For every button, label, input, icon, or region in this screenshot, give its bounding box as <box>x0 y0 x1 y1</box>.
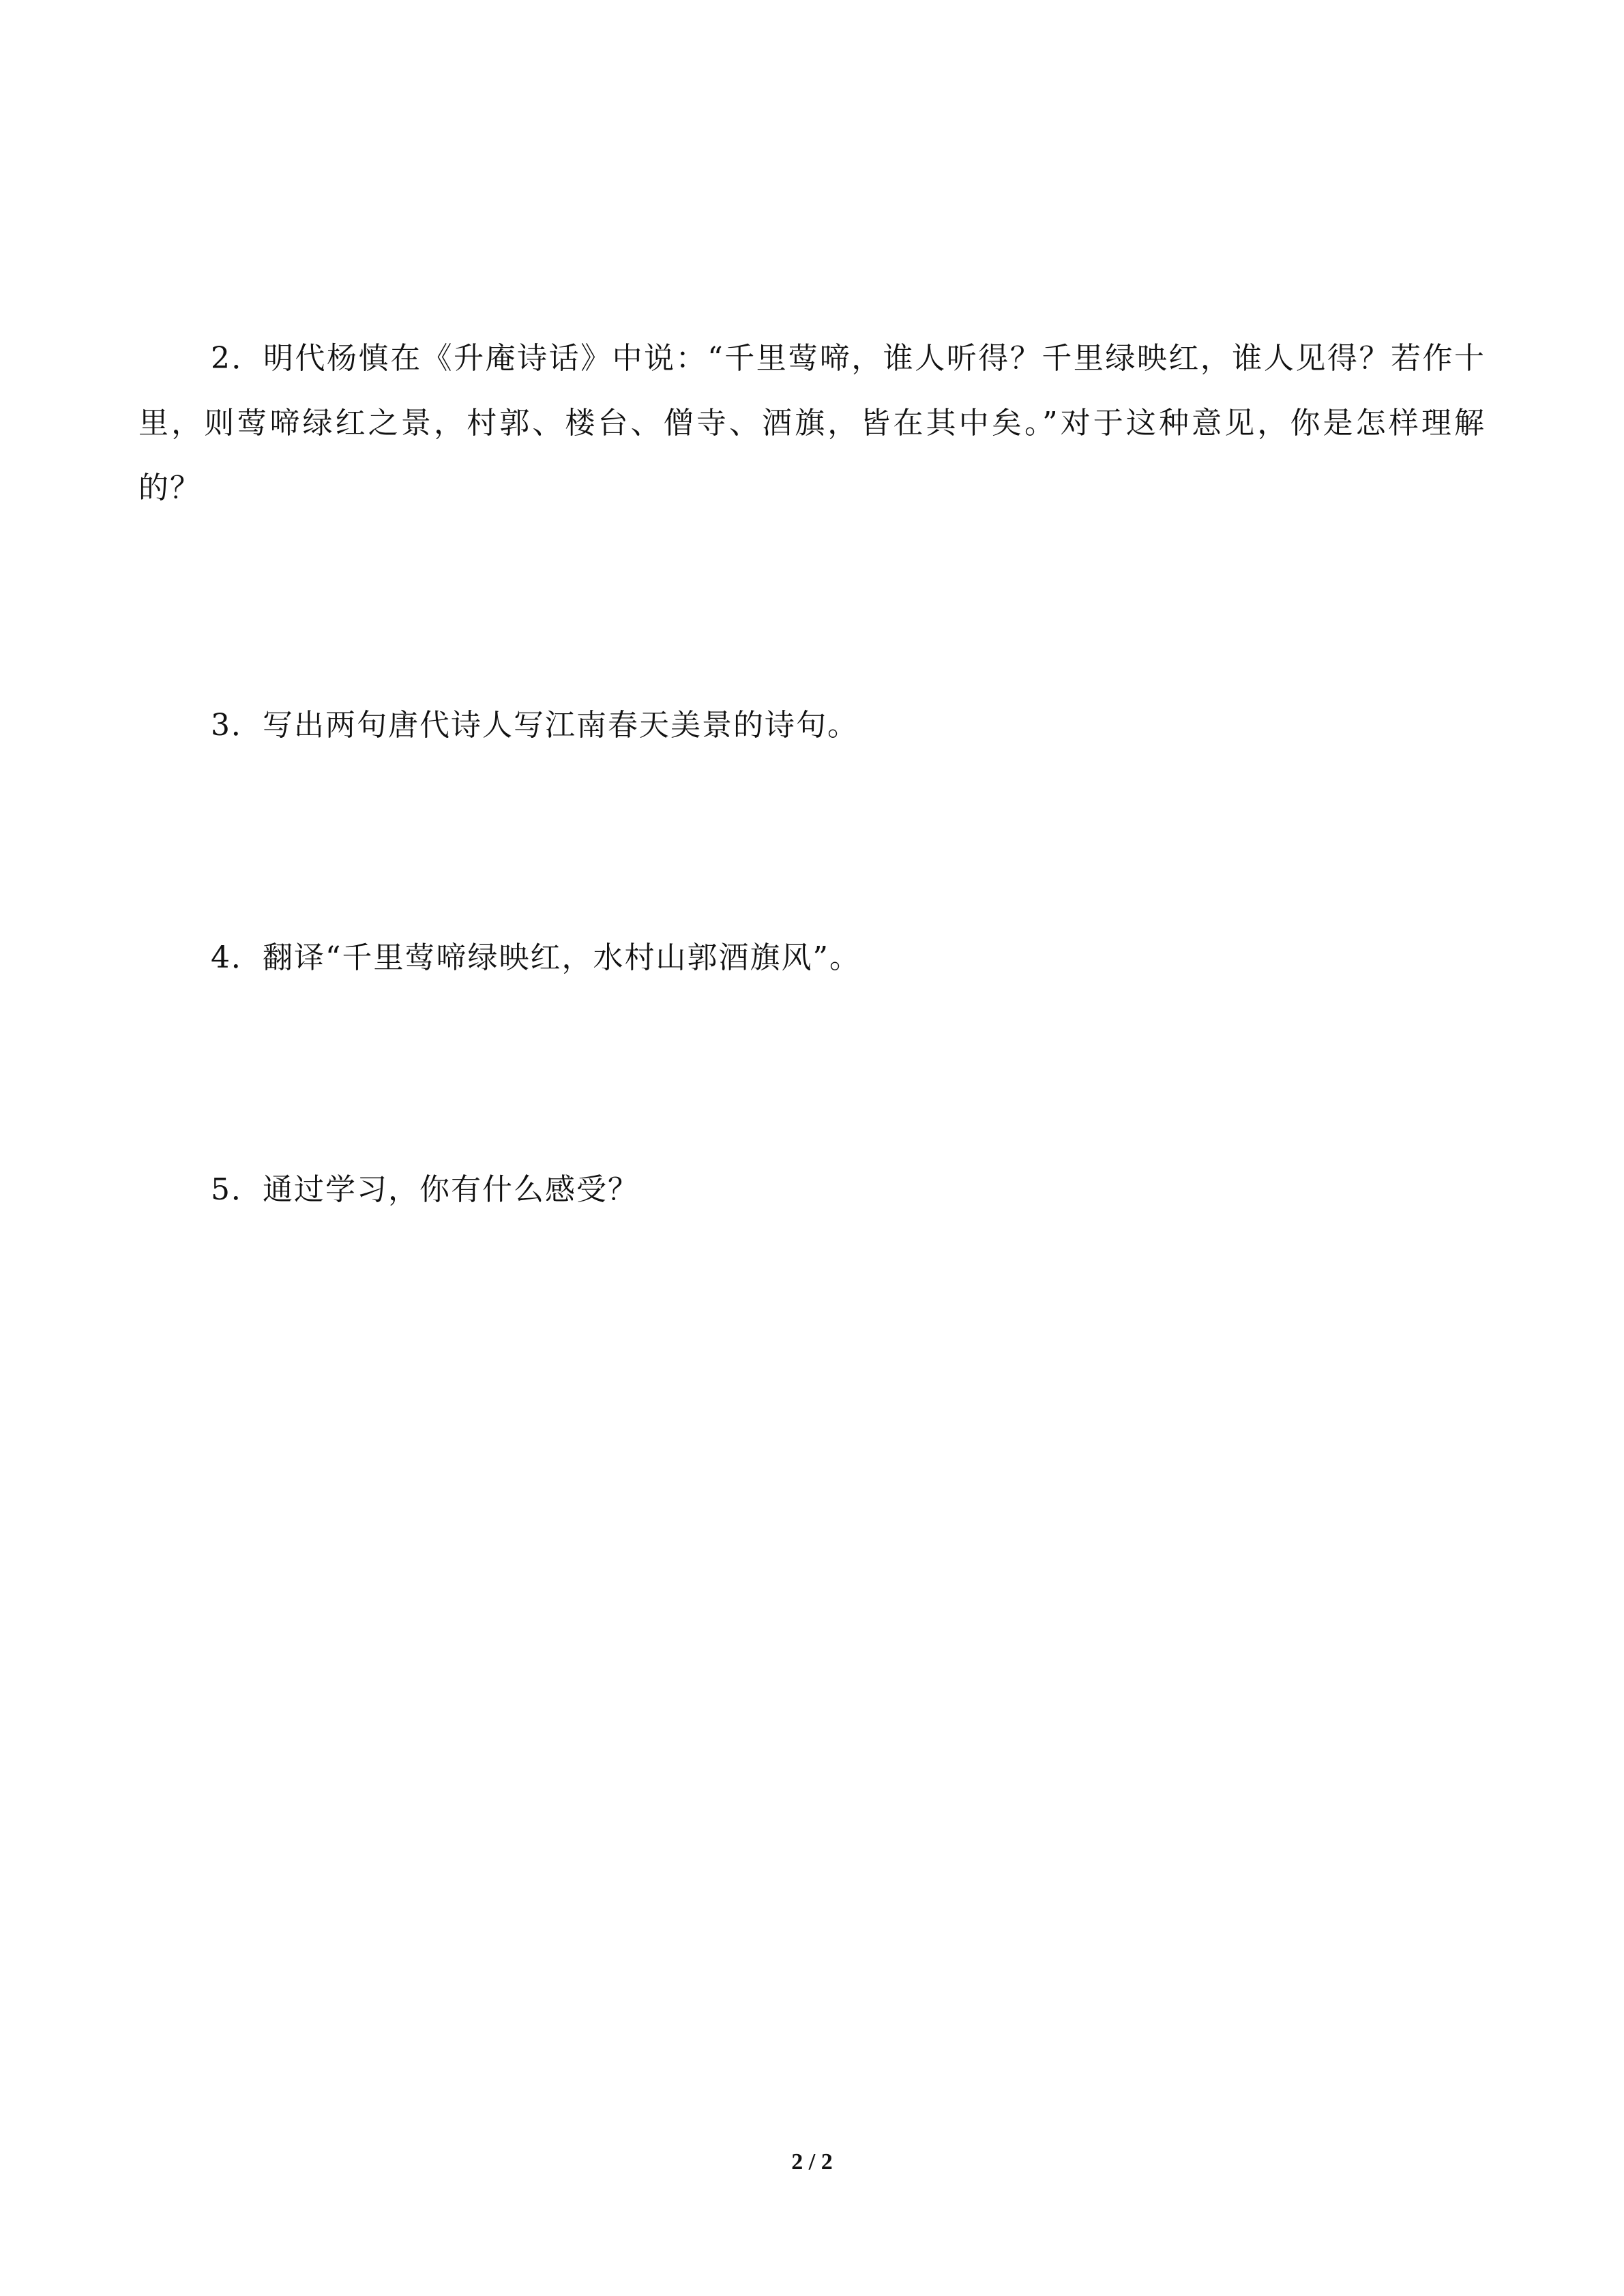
question-3: 3．写出两句唐代诗人写江南春天美景的诗句。 <box>211 708 859 743</box>
page-number: 2 / 2 <box>791 2149 833 2175</box>
question-4: 4．翻译“千里莺啼绿映红，水村山郭酒旗风”。 <box>211 940 861 975</box>
question-5: 5．通过学习，你有什么感受？ <box>211 1172 639 1207</box>
question-2: 2．明代杨慎在《升庵诗话》中说：“千里莺啼，谁人听得？千里绿映红，谁人见得？若作十里，则莺啼绿红之景，村郭、楼台、僧寺、酒旗，皆在其中矣。”对于这种意见，你是怎样理解的？ <box>138 341 1486 505</box>
